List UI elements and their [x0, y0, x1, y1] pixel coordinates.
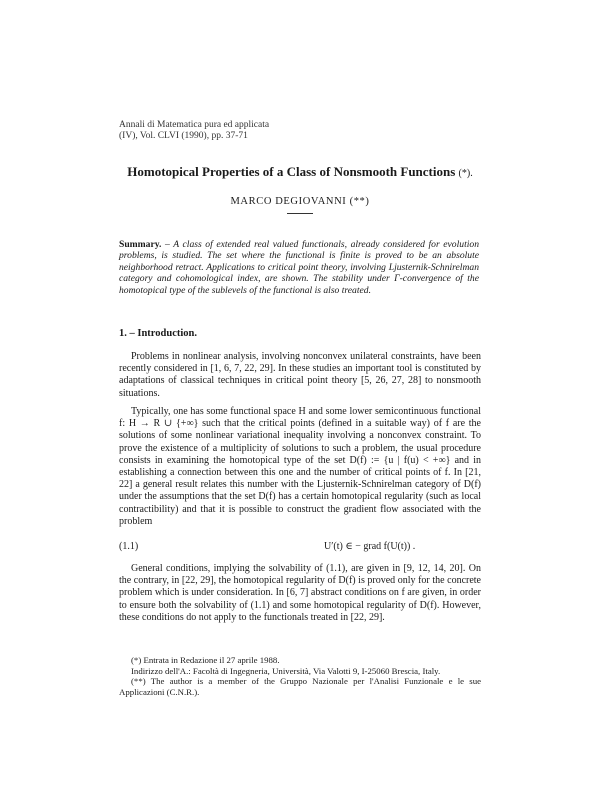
footnotes: [119, 655, 481, 697]
equation-1-1: [119, 541, 481, 555]
journal-volume: (IV), Vol. CLVI (1990), pp. 37-71: [119, 131, 248, 141]
paragraph-2: Typically, one has some functional space H and some lower semicontinuous functional f: H → R ∪ {+∞} such that the critical points (defined in a suitable way) of f are the solutions of some nonlinear variational inequality involving a nonconvex constraint. To prove the existence of a multiplicity of solutions to such a problem, the usual procedure consists in examining the homotopical type of the set D(f) := {u | f(u) < +∞} and in establishing a connection between this one and the number of critical points of f. In [21, 22] a general result relates this number with the Ljusternik-Schnirelman category of D(f) under the assumptions that the set D(f) has a certain homotopical regularity (such as local contractibility) and that it is possible to construct the gradient flow associated with the problem: [119, 406, 481, 527]
summary-block: [119, 239, 479, 296]
author-name: MARCO DEGIOVANNI (**): [230, 196, 370, 207]
summary-text: – A class of extended real valued functionals, already considered for evolution problems, is studied. The set where the functional is finite is proved to be an absolute neighborhood retract. Applications to critical point theory, involving Ljusternik-Schnirelman category and cohomological index, are shown. The stability under Γ-convergence of the homotopical type of the sublevels of the functional is also treated.: [119, 239, 479, 296]
journal-header: [119, 120, 269, 142]
title-footnote-mark: (*).: [458, 168, 473, 179]
equation-number: (1.1): [119, 541, 139, 552]
section-heading: 1. – Introduction.: [119, 328, 197, 339]
title-text: Homotopical Properties of a Class of Nonsmooth Functions: [127, 164, 456, 179]
footnote-address: Indirizzo dell'A.: Facoltà di Ingegneria, Università, Via Valotti 9, I-25060 Brescia, Italy.: [131, 665, 441, 676]
paragraph-1: Problems in nonlinear analysis, involving nonconvex unilateral constraints, have been recently considered in [1, 6, 7, 22, 29]. In these studies an important tool is constituted by adaptations of classical techniques in critical point theory [5, 26, 27, 28] to nonsmooth situations.: [119, 351, 481, 399]
footnote-affiliation: (**) The author is a member of the Gruppo Nazionale per l'Analisi Funzionale e le sue Applicazioni (C.N.R.).: [119, 676, 481, 697]
equation-body: U′(t) ∈ − grad f(U(t)) .: [324, 541, 416, 552]
summary-label: Summary.: [119, 239, 162, 250]
paragraph-3: General conditions, implying the solvability of (1.1), are given in [9, 12, 14, 20]. On the contrary, in [22, 29], the homotopical regularity of D(f) is proved only for the concrete problem which is under consideration. In [6, 7] abstract conditions on f are given, in order to ensure both the solvability of (1.1) and some homotopical regularity of D(f). However, these conditions do not apply to the functionals treated in [22, 29].: [119, 563, 481, 623]
title-divider: [287, 213, 313, 214]
journal-name: Annali di Matematica pura ed applicata: [119, 120, 270, 130]
article-title: [0, 164, 600, 180]
footnote-received: (*) Entrata in Redazione il 27 aprile 1988.: [131, 655, 280, 665]
